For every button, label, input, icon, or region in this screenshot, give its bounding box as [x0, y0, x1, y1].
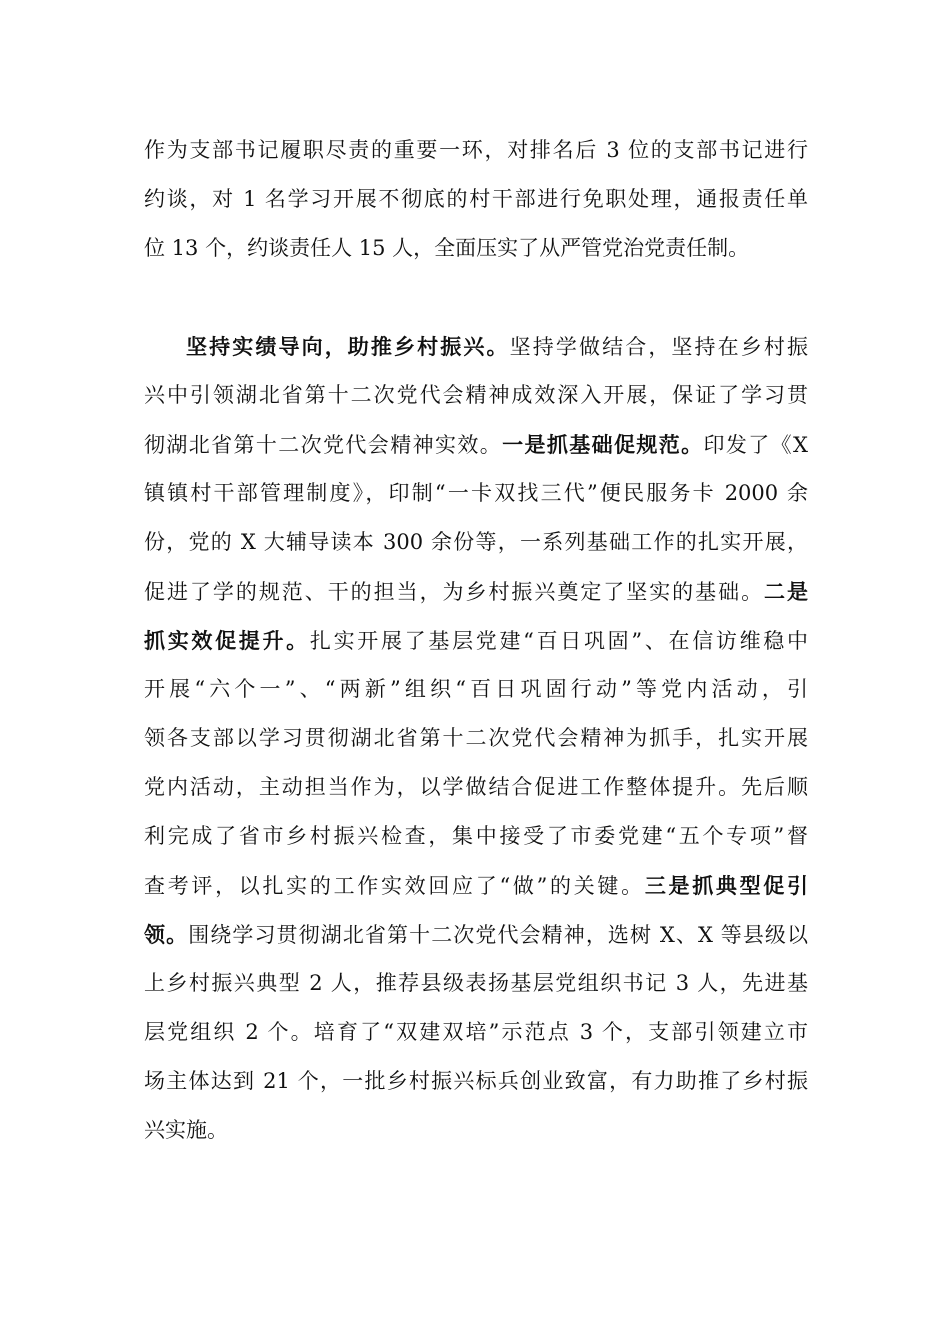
section-heading: 坚持实绩导向，助推乡村振兴。 [186, 334, 510, 359]
text-run: 扎实开展了基层党建“百日巩固”、在信访维稳中 [309, 629, 808, 653]
paragraph-spacer [144, 273, 808, 322]
text-run: 彻湖北省第十二次党代会精神实效。 [144, 433, 503, 457]
paragraph-2 [144, 322, 808, 1155]
text-line: 场主体达到 21 个，一批乡村振兴标兵创业致富，有力助推了乡村振 [144, 1069, 808, 1093]
text-line: 层党组织 2 个。培育了“双建双培”示范点 3 个，支部引领建立市 [144, 1020, 808, 1044]
text-line [144, 420, 808, 469]
text-line: 份，党的 X 大辅导读本 300 余份等，一系列基础工作的扎实开展， [144, 530, 808, 554]
text-line: 领各支部以学习贯彻湖北省第十二次党代会精神为抓手，扎实开展 [144, 726, 808, 750]
text-line: 利完成了省市乡村振兴检查，集中接受了市委党建“五个专项”督 [144, 824, 808, 848]
text-run: 促进了学的规范、干的担当，为乡村振兴奠定了坚实的基础。 [144, 580, 765, 604]
text-line [144, 616, 808, 665]
text-line: 开展“六个一”、“两新”组织“百日巩固行动”等党内活动，引 [144, 677, 808, 701]
text-run: 印发了《X [703, 433, 809, 457]
text-line: 兴实施。 [144, 1118, 228, 1142]
text-line: 位 13 个，约谈责任人 15 人，全面压实了从严管党治党责任制。 [144, 236, 750, 260]
text-line: 镇镇村干部管理制度》，印制“一卡双找三代”便民服务卡 2000 余 [144, 481, 808, 505]
text-line [144, 861, 808, 910]
text-line: 作为支部书记履职尽责的重要一环，对排名后 3 位的支部书记进行 [144, 138, 808, 162]
text-line [144, 567, 808, 616]
text-run: 查考评，以扎实的工作实效回应了“做”的关键。 [144, 874, 645, 898]
text-line: 约谈，对 1 名学习开展不彻底的村干部进行免职处理，通报责任单 [144, 187, 808, 211]
point-heading: 三是抓典型促引 [644, 873, 808, 898]
text-line [144, 910, 808, 959]
text-line: 兴中引领湖北省第十二次党代会精神成效深入开展，保证了学习贯 [144, 383, 808, 407]
text-line: 上乡村振兴典型 2 人，推荐县级表扬基层党组织书记 3 人，先进基 [144, 971, 808, 995]
point-heading: 一是抓基础促规范。 [502, 432, 704, 457]
text-run: 坚持学做结合，坚持在乡村振 [509, 335, 809, 359]
text-line: 党内活动，主动担当作为，以学做结合促进工作整体提升。先后顺 [144, 775, 808, 799]
point-heading: 二是 [764, 579, 809, 604]
text-line [144, 322, 808, 371]
point-heading: 抓实效促提升。 [144, 628, 310, 653]
point-heading: 领。 [144, 922, 189, 947]
document-body [144, 126, 808, 1155]
text-run: 围绕学习贯彻湖北省第十二次党代会精神，选树 X、X 等县级以 [188, 923, 809, 947]
paragraph-1 [144, 126, 808, 273]
